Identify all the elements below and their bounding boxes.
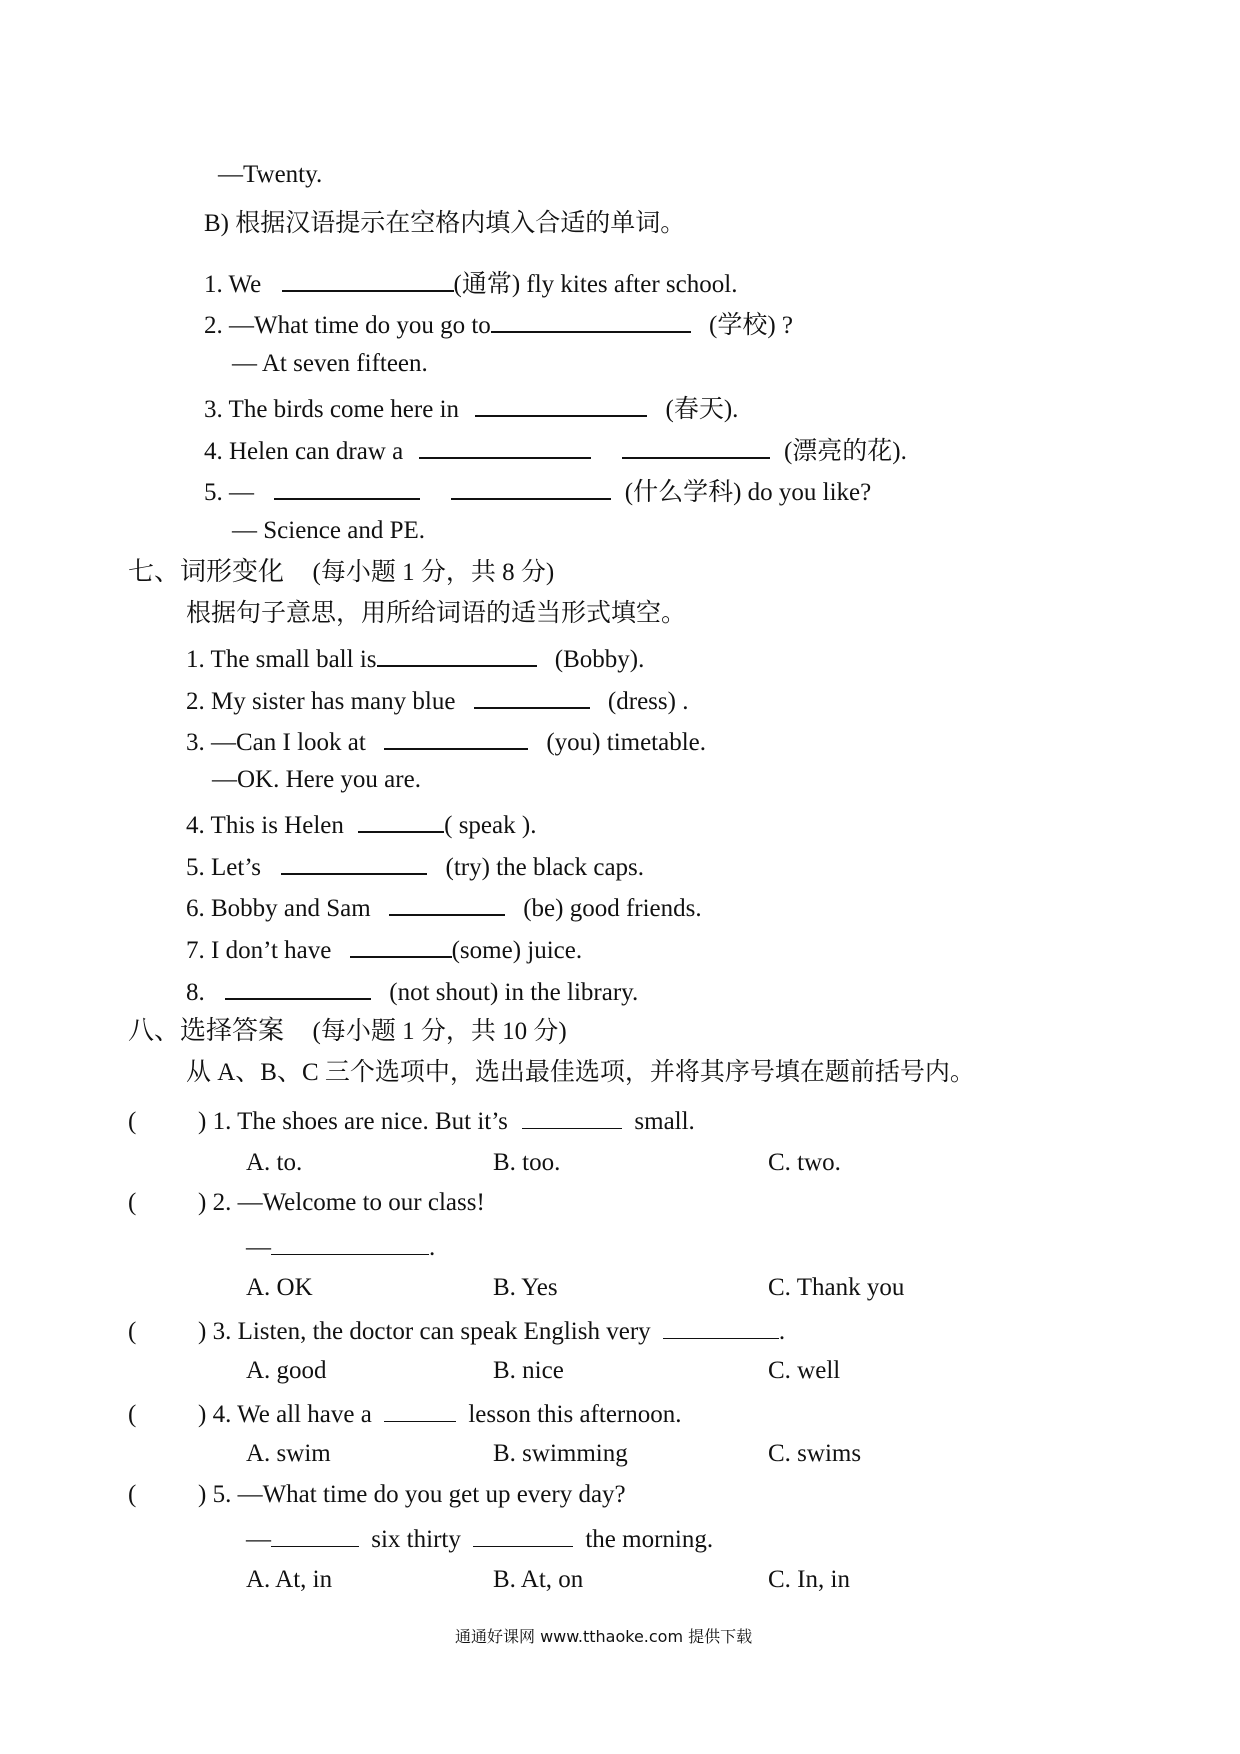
question-3: ( ) 3. Listen, the doctor can speak English very . [128, 1318, 786, 1345]
q2-option-a[interactable]: A. OK [246, 1274, 313, 1301]
answer-bracket[interactable]: ( [128, 1108, 137, 1135]
answer-blank[interactable] [271, 1232, 429, 1255]
q5-option-b[interactable]: B. At, on [493, 1566, 584, 1593]
section7-reply: —OK. Here you are. [212, 766, 421, 793]
answer-blank[interactable] [491, 309, 691, 333]
section7-item-7: 7. I don’t have (some) juice. [186, 934, 582, 963]
section7-item-6: 6. Bobby and Sam (be) good friends. [186, 892, 702, 921]
partB-item-4: 4. Helen can draw a (漂亮的花). [204, 435, 907, 464]
answer-bracket[interactable]: ( [128, 1481, 137, 1508]
question-2-reply: — . [246, 1234, 436, 1261]
answer-blank[interactable] [225, 976, 371, 1000]
partB-reply-1: — At seven fifteen. [232, 350, 428, 377]
partB-title: B) 根据汉语提示在空格内填入合适的单词。 [204, 210, 686, 237]
answer-blank[interactable] [419, 435, 591, 459]
question-5: ( ) 5. —What time do you get up every day? [128, 1481, 626, 1508]
answer-blank[interactable] [274, 476, 420, 500]
answer-blank[interactable] [451, 476, 611, 500]
section7-item-4: 4. This is Helen ( speak ). [186, 809, 536, 838]
answer-blank[interactable] [522, 1106, 622, 1129]
answer-blank[interactable] [350, 934, 452, 958]
q3-option-b[interactable]: B. nice [493, 1357, 564, 1384]
answer-twenty: —Twenty. [218, 161, 323, 188]
answer-blank[interactable] [622, 435, 770, 459]
answer-blank[interactable] [473, 1524, 573, 1547]
answer-blank[interactable] [281, 851, 427, 875]
q1-option-c[interactable]: C. two. [768, 1149, 841, 1176]
partB-item-1: 1. We (通常) fly kites after school. [204, 268, 737, 297]
q2-option-b[interactable]: B. Yes [493, 1274, 558, 1301]
section7-item-2: 2. My sister has many blue (dress) . [186, 685, 688, 714]
answer-blank[interactable] [389, 892, 505, 916]
q3-option-a[interactable]: A. good [246, 1357, 327, 1384]
question-1: ( ) 1. The shoes are nice. But it’s small. [128, 1108, 695, 1135]
partB-item-3: 3. The birds come here in (春天). [204, 393, 738, 422]
partB-item-5: 5. — (什么学科) do you like? [204, 476, 871, 505]
q5-option-c[interactable]: C. In, in [768, 1566, 850, 1593]
answer-bracket[interactable]: ( [128, 1189, 137, 1216]
q4-option-a[interactable]: A. swim [246, 1440, 331, 1467]
section7-item-5: 5. Let’s (try) the black caps. [186, 851, 644, 880]
answer-blank[interactable] [384, 1399, 456, 1422]
section8-instruction: 从 A、B、C 三个选项中，选出最佳选项，并将其序号填在题前括号内。 [186, 1059, 975, 1086]
answer-blank[interactable] [475, 393, 647, 417]
question-4: ( ) 4. We all have a lesson this afternoon. [128, 1401, 682, 1428]
question-2: ( ) 2. —Welcome to our class! [128, 1189, 485, 1216]
answer-blank[interactable] [474, 685, 590, 709]
answer-blank[interactable] [384, 726, 528, 750]
answer-bracket[interactable]: ( [128, 1318, 137, 1345]
section7-item-1: 1. The small ball is (Bobby). [186, 643, 644, 672]
partB-reply-2: — Science and PE. [232, 517, 426, 544]
answer-blank[interactable] [282, 268, 454, 292]
answer-blank[interactable] [663, 1316, 779, 1339]
section7-item-3: 3. —Can I look at (you) timetable. [186, 726, 706, 755]
q4-option-b[interactable]: B. swimming [493, 1440, 628, 1467]
q1-option-a[interactable]: A. to. [246, 1149, 303, 1176]
q4-option-c[interactable]: C. swims [768, 1440, 862, 1467]
section7-heading: 七、词形变化 (每小题 1 分，共 8 分) [128, 557, 555, 586]
answer-bracket[interactable]: ( [128, 1401, 137, 1428]
answer-blank[interactable] [377, 643, 537, 667]
question-5-reply: — six thirty the morning. [246, 1526, 714, 1553]
section8-heading: 八、选择答案 (每小题 1 分，共 10 分) [128, 1016, 567, 1045]
q3-option-c[interactable]: C. well [768, 1357, 841, 1384]
answer-blank[interactable] [358, 809, 444, 833]
footer-text: 通通好课网 www.tthaoke.com 提供下载 [455, 1627, 753, 1646]
q1-option-b[interactable]: B. too. [493, 1149, 561, 1176]
section7-item-8: 8. (not shout) in the library. [186, 976, 638, 1005]
q5-option-a[interactable]: A. At, in [246, 1566, 333, 1593]
answer-blank[interactable] [271, 1524, 359, 1547]
partB-item-2: 2. —What time do you go to (学校) ? [204, 309, 793, 338]
section7-instruction: 根据句子意思，用所给词语的适当形式填空。 [186, 600, 687, 627]
q2-option-c[interactable]: C. Thank you [768, 1274, 905, 1301]
